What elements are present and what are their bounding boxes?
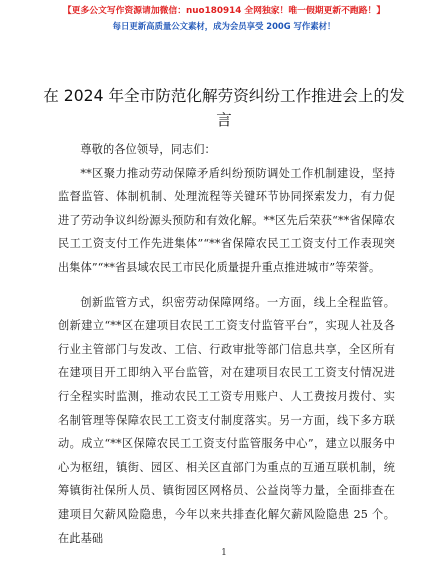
document-body (58, 138, 395, 550)
promo-banner (0, 4, 448, 34)
page-number: 1 (221, 548, 227, 558)
paragraph-1: **区聚力推动劳动保障矛盾纠纷预防调处工作机制建设，坚持监督监管、体制机制、处理流程等关键环节协同探索发力，有力促进了劳动争议纠纷源头预防和有效化解。**区先后荣获“**省保障农民工工资支付工作先进集体”“**省保障农民工工资支付工作表现突出集体”“**省县域农民工市民化质量提升重点推进城市”等荣誉。 (58, 166, 395, 274)
document-title: 在 2024 年全市防范化解劳资纠纷工作推进会上的发言 (43, 87, 405, 129)
promo-banner-line-1: 【更多公文写作资源请加微信：nuo180914 全网独家！唯一假期更新不跑路！】 (62, 6, 386, 16)
salutation: 尊敬的各位领导，同志们： (80, 143, 216, 156)
promo-banner-line-2: 每日更新高质量公文素材，成为会员享受 200G 写作素材！ (112, 21, 336, 31)
paragraph-2: 创新监管方式，织密劳动保障网络。一方面，线上全程监管。创新建立“**区在建项目农民工工资支付监管平台”，实现人社及各行业主管部门与发改、工信、行政审批等部门信息共享，全区所有在建项目开工即纳入平台监管，对在建项目农民工工资支付情况进行全程实时监测，推动农民工工资专用账户、人工费按月拨付、实名制管理等保障农民工工资支付制度落实。另一方面，线下多方联动。成立“**区保障农民工工资支付监管服务中心”，建立以服务中心为枢纽，镇街、园区、相关区直部门为重点的互通互联机制，统筹镇街社保所人员、镇街园区网格员、公益岗等力量，全面排查在建项目欠薪风险隐患，今年以来共排查化解欠薪风险隐患 25 个。在此基础 (58, 295, 395, 545)
